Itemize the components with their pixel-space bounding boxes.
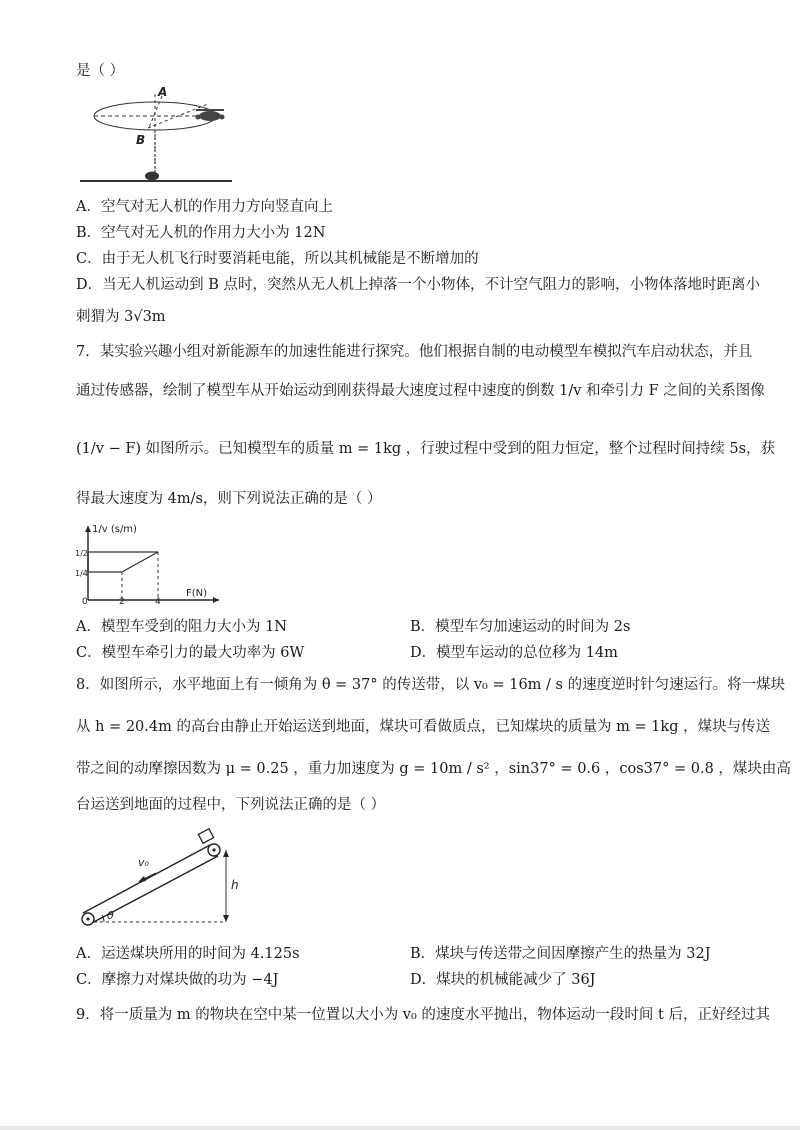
- v0-label: v₀: [138, 856, 149, 869]
- graph-x-tick-4: 4: [155, 597, 161, 606]
- q8-option-b: B．煤块与传送带之间因摩擦产生的热量为 32J: [410, 946, 711, 962]
- coal-block-icon: [198, 829, 213, 843]
- q7-line4: 得最大速度为 4m/s，则下列说法正确的是（ ）: [76, 491, 382, 507]
- hedgehog-icon: [145, 172, 159, 181]
- graph-x-axis-label: F(N): [186, 588, 208, 599]
- graph-y-tick-quarter: 1/4: [75, 569, 88, 578]
- q7-line1: 7．某实验兴趣小组对新能源车的加速性能进行探究。他们根据自制的电动模型车模拟汽车启动状态，并且: [76, 344, 753, 360]
- q8-line3: 带之间的动摩擦因数为 μ = 0.25 ，重力加速度为 g = 10m / s² ，sin37° = 0.6 ，cos37° = 0.8 ，煤块由高: [76, 761, 791, 777]
- q8-line1: 8．如图所示，水平地面上有一倾角为 θ = 37° 的传送带，以 v₀ = 16m / s 的速度逆时针匀速运行。将一煤块: [76, 677, 786, 693]
- graph-origin-label: 0: [82, 597, 88, 606]
- figure-label-a: A: [158, 85, 168, 99]
- conveyor-belt-figure: [80, 826, 250, 931]
- q7-option-a: A．模型车受到的阻力大小为 1N: [76, 619, 287, 635]
- inverse-velocity-force-graph: [74, 520, 224, 606]
- theta-label: θ: [107, 909, 114, 922]
- q8-option-d: D．煤块的机械能减少了 36J: [410, 972, 596, 988]
- page-bottom-edge: [0, 1126, 800, 1130]
- q8-option-a: A．运送煤块所用的时间为 4.125s: [76, 946, 300, 962]
- q8-line4: 台运送到地面的过程中，下列说法正确的是（ ）: [76, 797, 386, 813]
- q7-line2: 通过传感器，绘制了模型车从开始运动到刚获得最大速度过程中速度的倒数 1/v 和牵引力 F 之间的关系图像: [76, 383, 765, 399]
- graph-y-axis-label: 1/v (s/m): [92, 524, 137, 535]
- q6-option-c: C．由于无人机飞行时要消耗电能，所以其机械能是不断增加的: [76, 251, 479, 267]
- q6-option-d: D．当无人机运动到 B 点时，突然从无人机上掉落一个小物体，不计空气阻力的影响，小物体落地时距离小: [76, 277, 760, 293]
- q6-option-a: A．空气对无人机的作用力方向竖直向上: [76, 199, 333, 215]
- q6-stem-tail: 是（ ）: [76, 63, 125, 79]
- graph-x-tick-2: 2: [119, 597, 125, 606]
- q6-option-d-cont: 刺猬为 3√3m: [76, 309, 166, 325]
- q8-line2: 从 h = 20.4m 的高台由静止开始运送到地面，煤块可看做质点，已知煤块的质量为 m = 1kg ，煤块与传送: [76, 719, 771, 735]
- q7-option-d: D．模型车运动的总位移为 14m: [410, 645, 618, 661]
- figure-label-b: B: [136, 133, 146, 147]
- q7-line3: (1/v − F) 如图所示。已知模型车的质量 m = 1kg ，行驶过程中受到的阻力恒定，整个过程时间持续 5s，获: [76, 441, 776, 457]
- q8-option-c: C．摩擦力对煤块做的功为 −4J: [76, 972, 279, 988]
- q6-option-b: B．空气对无人机的作用力大小为 12N: [76, 225, 326, 241]
- q7-option-c: C．模型车牵引力的最大功率为 6W: [76, 645, 305, 661]
- q9-line1: 9．将一质量为 m 的物块在空中某一位置以大小为 v₀ 的速度水平抛出，物体运动一段时间 t 后，正好经过其: [76, 1007, 770, 1023]
- h-label: h: [231, 878, 239, 892]
- graph-y-tick-half: 1/2: [75, 549, 88, 558]
- drone-icon: [196, 110, 225, 121]
- drone-circular-motion-figure: [80, 84, 240, 186]
- q7-option-b: B．模型车匀加速运动的时间为 2s: [410, 619, 631, 635]
